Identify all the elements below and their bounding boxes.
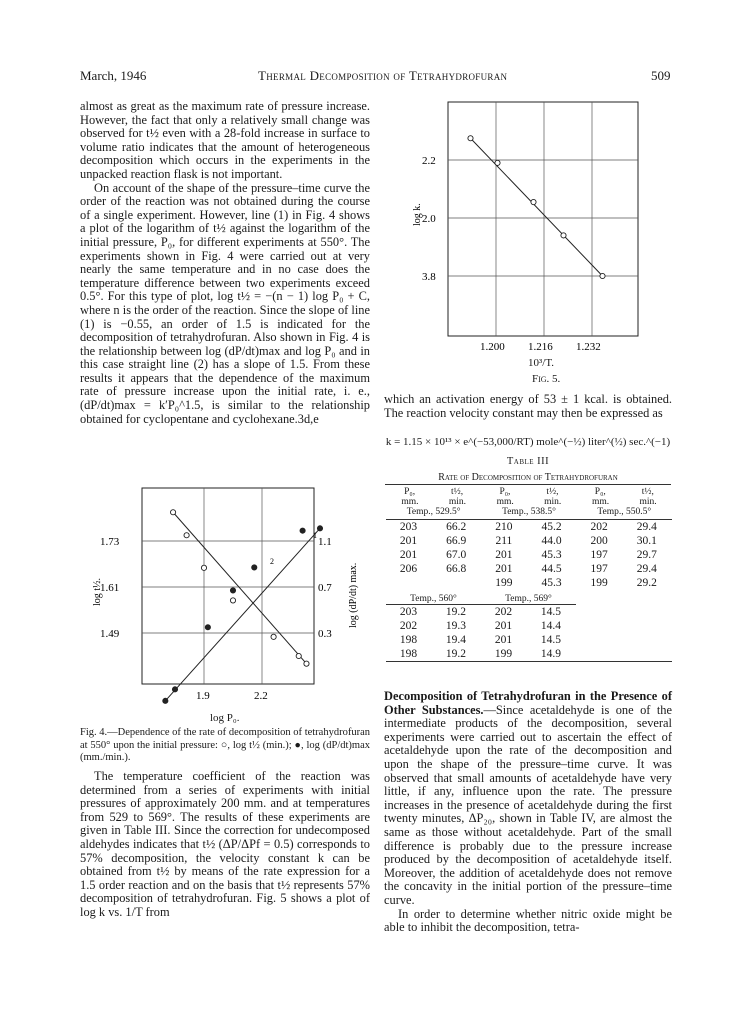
fig4-left-tick: 1.73 (100, 536, 120, 548)
table3-row (386, 619, 576, 633)
table3-label: Table III (506, 456, 550, 467)
fig4-point-filled (317, 526, 322, 531)
table-cell: 44.0 (541, 535, 562, 547)
table-cell: 19.4 (445, 634, 467, 646)
left-paragraph-3: The temperature coefficient of the reaction was determined from a series of experiments with initial pressures of approximately 200 mm. and at temperatures from 529 to 569°. The results of these experiments are given in Table III. Since the correction for undecomposed aldehydes indicates that t½ (ΔP/ΔPf = 0.5) corresponds to 57% decomposition, the velocity constant k can be obtained from t½ by means of the rate expression for a 1.5 order reaction and on the basis that t½ represents 57% decomposition of tetrahydrofuran. Fig. 5 shows a plot of log k vs. 1/T from (80, 769, 370, 919)
fig4-point-filled (230, 588, 235, 593)
figure-4 (92, 478, 362, 708)
table-cell: 30.1 (636, 535, 657, 547)
table-cell: 197 (590, 563, 608, 575)
fig5-point (468, 136, 473, 141)
table-cell: 201 (495, 563, 513, 575)
table-cell: 197 (590, 549, 608, 561)
table-cell: 67.0 (446, 549, 467, 561)
section-title: Decomposition of Tetrahydrofuran in the Presence of Other Substances. (384, 689, 672, 717)
table3-block1 (386, 520, 672, 590)
rate-equation: k = 1.15 × 10¹³ × e^(−53,000/RT) mole^(−½) liter^(½) sec.^(−1) (385, 436, 671, 448)
fig4-point-filled (300, 528, 305, 533)
fig4-point-open (230, 598, 235, 603)
fig4-point-filled (205, 625, 210, 630)
table3-row (386, 576, 672, 590)
table-cell: 66.9 (446, 535, 467, 547)
table-cell: 29.2 (636, 577, 657, 589)
page-number: 509 (651, 68, 671, 83)
table-cell: 201 (495, 549, 513, 561)
fig4-point-open (296, 653, 301, 658)
table3-header-group: P₀, t½, mm. min. Temp., 538.5° (496, 487, 562, 517)
fig4-right-tick: 1.1 (318, 536, 332, 548)
running-title: Thermal Decomposition of Tetrahydrofuran (258, 68, 508, 83)
table-cell: 199 (590, 577, 608, 589)
table3-row (386, 647, 576, 661)
table-cell: 45.2 (541, 521, 562, 533)
fig5-y-tick: 2.2 (422, 155, 436, 167)
table-cell: 29.7 (636, 549, 657, 561)
table3-row (386, 633, 576, 647)
table-cell (431, 576, 481, 590)
table-cell: 201 (399, 549, 418, 561)
table-cell: 211 (495, 535, 513, 547)
table-cell: 14.5 (540, 634, 562, 646)
fig4-point-open (184, 533, 189, 538)
fig5-x-tick: 1.232 (576, 341, 601, 353)
table3-row (386, 534, 672, 548)
fig5-x-tick: 1.216 (528, 341, 553, 353)
table-cell: 198 (399, 634, 418, 646)
fig4-line-label-1: 1 (313, 531, 317, 540)
table3-header-group: P₀, t½, mm. min. Temp., 529.5° (401, 487, 466, 517)
table-cell: 199 (494, 648, 513, 660)
fig4-line-label-2: 2 (270, 557, 274, 566)
fig4-xlabel: log P₀. (210, 712, 240, 724)
left-text-top (80, 100, 370, 426)
table-cell: 29.4 (636, 563, 657, 575)
fig4-point-open (201, 565, 206, 570)
table-cell: 29.4 (636, 521, 657, 533)
figure-5 (408, 100, 670, 355)
table-cell: 201 (494, 620, 513, 632)
table-cell: 14.4 (540, 620, 562, 632)
fig4-line-2 (165, 528, 320, 701)
table3-rule (385, 484, 671, 485)
fig4-point-open (304, 661, 309, 666)
fig4-gridlines (142, 488, 314, 684)
right-paragraph-1: which an activation energy of 53 ± 1 kcal. is obtained. The reaction velocity constant may then be expressed as (384, 392, 672, 420)
fig5-line (471, 138, 603, 276)
fig4-ylabel-right: log (dP/dt) max. (348, 562, 359, 628)
fig5-x-tick: 1.200 (480, 341, 505, 353)
fig5-gridlines (448, 102, 638, 336)
table-cell: 202 (590, 521, 608, 533)
table-cell: 202 (399, 620, 418, 632)
right-paragraph-2: Decomposition of Tetrahydrofuran in the Presence of Other Substances.—Since acetaldehyde is one of the intermediate products of the decomposition, several experiments were carried out to ascertain the effect of acetaldehyde upon the rate of the decomposition and upon the shape of the pressure–time curve. It was observed that small amounts of acetaldehyde have very little, if any, influence upon the rate. The pressure increases in the presence of acetaldehyde during the first twenty minutes, ΔP₂₀, shown in Table IV, are almost the same as those without acetaldehyde. Part of the small difference is probably due to the pressure increase produced by the decomposition of acetaldehyde itself. Moreover, the addition of acetaldehyde does not remove the concavity in the initial portion of the pressure–time curve. (384, 689, 672, 907)
table-cell: 66.8 (446, 563, 467, 575)
fig4-left-tick: 1.61 (100, 582, 120, 594)
table3-row (386, 562, 672, 576)
fig4-x-tick: 2.2 (254, 690, 268, 702)
table-cell: 199 (495, 577, 513, 589)
fig4-right-tick: 0.7 (318, 582, 332, 594)
left-paragraph-1: almost as great as the maximum rate of pressure increase. However, the fact that only a relatively small change was observed for t½ even with a 28-fold increase in surface to volume ratio indicates that the amount of heterogeneous decomposition which occurs in the experiments in the unpacked reaction flask is not important. (80, 99, 370, 181)
table-cell: 45.3 (541, 577, 562, 589)
fig4-line-1 (173, 512, 306, 663)
table-cell: 45.3 (541, 549, 562, 561)
table3-header (386, 487, 672, 517)
table3-row (386, 605, 576, 619)
fig5-y-tick: 3.8 (422, 271, 436, 283)
fig4-point-filled (163, 698, 168, 703)
table-cell: 206 (399, 563, 418, 575)
table-cell: 202 (494, 606, 513, 618)
fig4-x-tick: 1.9 (196, 690, 210, 702)
table-cell: 14.9 (540, 648, 562, 660)
right-text-bottom (384, 690, 672, 935)
header-date: March, 1946 (80, 68, 147, 83)
fig4-ylabel-left: log t½. (92, 577, 103, 606)
table3-title: Rate of Decomposition of Tetrahydrofuran (438, 472, 618, 483)
fig4-point-open (271, 634, 276, 639)
fig5-point (495, 160, 500, 165)
table3-row (386, 548, 672, 562)
table3-row (386, 520, 672, 534)
fig5-ylabel: log k. (412, 203, 423, 226)
table-cell: 200 (590, 535, 608, 547)
table-cell: 19.2 (445, 606, 467, 618)
right-text-top (384, 393, 672, 420)
table-cell: 201 (399, 535, 418, 547)
table-cell: 14.5 (540, 606, 562, 618)
table-cell: 44.5 (541, 563, 562, 575)
fig5-y-tick: 2.0 (422, 213, 436, 225)
left-text-bottom (80, 770, 370, 920)
fig4-caption: Fig. 4.—Dependence of the rate of decomposition of tetrahydrofuran at 550° upon the initial pressure: ○, log t½ (min.); ●, log (dP/dt)max (mm./min.). (80, 727, 370, 763)
table-cell: 19.3 (445, 620, 467, 632)
table-cell: 66.2 (446, 521, 467, 533)
right-paragraph-3: In order to determine whether nitric oxide might be able to inhibit the decomposition, tetra- (384, 906, 672, 935)
table3 (386, 487, 672, 662)
fig4-point-filled (252, 565, 257, 570)
table3-block2-header: Temp., 560° Temp., 569° (410, 594, 552, 604)
fig5-point (600, 273, 605, 278)
table3-block2 (386, 605, 576, 661)
fig4-left-tick: 1.49 (100, 628, 120, 640)
table-cell (386, 576, 431, 590)
table-cell: 210 (495, 521, 513, 533)
fig5-xlabel: 10³/T. (528, 357, 555, 369)
table-cell: 203 (399, 606, 418, 618)
fig4-point-open (170, 510, 175, 515)
table3-header-group: P₀, t½, mm. min. Temp., 550.5° (591, 487, 657, 517)
fig5-point (531, 199, 536, 204)
table-cell: 198 (399, 648, 418, 660)
fig5-caption: Fig. 5. (532, 373, 561, 385)
fig5-point (561, 233, 566, 238)
table-cell: 201 (494, 634, 513, 646)
table-cell: 203 (399, 521, 418, 533)
fig4-right-tick: 0.3 (318, 628, 332, 640)
left-paragraph-2: On account of the shape of the pressure–time curve the order of the reaction was not obtained during the course of a single experiment. However, line (1) in Fig. 4 shows a plot of the logarithm of t½ against the logarithm of the initial pressure, P₀, for different experiments at 550°. The experiments shown in Fig. 4 were carried out at very nearly the same temperature and in no case does the temperature difference between two experiments exceed 0.5°. For this type of plot, log t½ = −(n − 1) log P₀ + C, where n is the order of the reaction. Since the slope of line (1) is −0.55, an order of 1.5 is indicated for the decomposition of tetrahydrofuran. Also shown in Fig. 4 is the relationship between log (dP/dt)max and log P₀ and in this case straight line (2) has a slope of 1.5. From these results it appears that the dependence of the maximum rate of pressure increase upon the initial rate, i. e., (dP/dt)max = k′P₀^1.5, is similar to the relationship obtained for cyclopentane and cyclohexane.3d,e (80, 180, 370, 426)
table-cell: 19.2 (445, 648, 467, 660)
fig4-point-filled (172, 687, 177, 692)
